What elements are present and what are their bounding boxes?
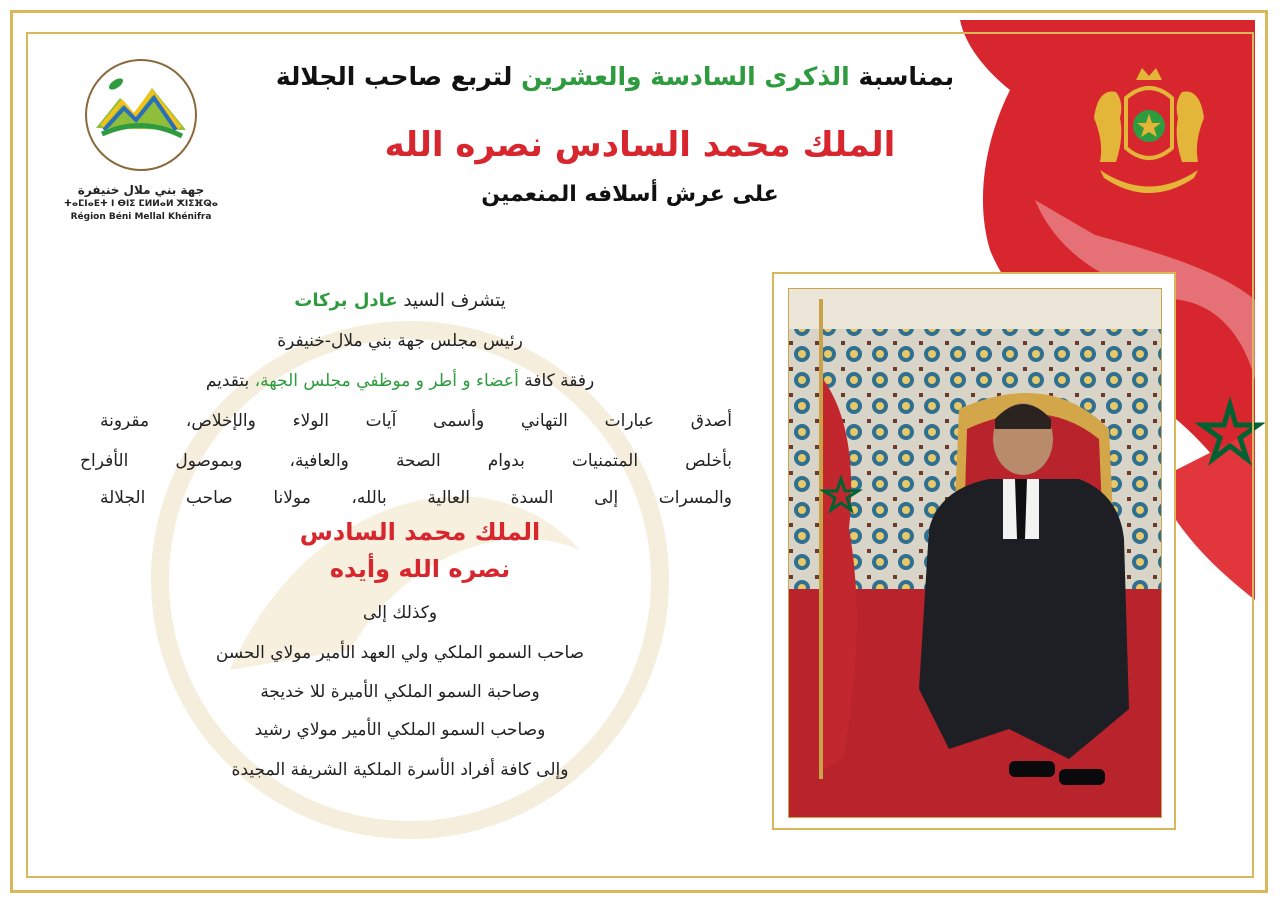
region-logo-icon	[82, 56, 200, 174]
message-also: وكذلك إلى	[362, 603, 438, 623]
president-name: عادل بركات	[294, 290, 398, 311]
royal-portrait-illustration	[789, 289, 1161, 817]
message-line-3-part-b: بتقديم	[205, 371, 250, 391]
logo-arabic-text: جهة بني ملال خنيفرة	[77, 183, 205, 197]
royal-portrait-image	[788, 288, 1162, 818]
message-line-6: والمسرات إلى السدة العالية بالله، مولانا صاحب الجلالة	[100, 488, 732, 508]
message-line-1	[60, 290, 740, 311]
header-line-1-highlight: الذكرى السادسة والعشرين	[521, 62, 850, 91]
message-prince-rachid: وصاحب السمو الملكي الأمير مولاي رشيد	[254, 720, 546, 740]
message-line-1-intro: يتشرف السيد	[403, 290, 506, 311]
message-crown-prince: صاحب السمو الملكي ولي العهد الأمير مولاي الحسن	[215, 643, 585, 663]
message-line-3-highlight: أعضاء و أطر و موظفي مجلس الجهة،	[254, 371, 519, 391]
header-line-1-part-2: لتربع صاحب الجلالة	[275, 62, 513, 91]
message-line-3	[60, 371, 740, 391]
header-line-3: على عرش أسلافه المنعمين	[481, 182, 779, 207]
logo-tifinagh-text: ⵜⴰⵎⵏⴰⴹⵜ ⵏ ⴱⵏⵉ ⵎⵍⵍⴰⵍ ⵅⵏⵉⴼⵕⴰ	[64, 199, 218, 209]
coat-of-arms-icon	[1086, 58, 1212, 198]
king-prayer-line: نصره الله وأيده	[329, 555, 511, 583]
message-princess: وصاحبة السمو الملكي الأميرة للا خديجة	[260, 682, 540, 702]
message-line-5: بأخلص المتمنيات بدوام الصحة والعافية، وبموصول الأفراح	[80, 451, 732, 471]
header-line-1-part-1: بمناسبة	[858, 62, 955, 91]
portrait-frame	[772, 272, 1176, 830]
logo-french-text: Région Béni Mellal Khénifra	[70, 212, 212, 222]
message-line-3-part-a: رفقة كافة	[524, 371, 595, 391]
message-line-2: رئيس مجلس جهة بني ملال-خنيفرة	[277, 331, 523, 351]
header-line-1	[230, 62, 1000, 91]
message-line-4: أصدق عبارات التهاني وأسمى آيات الولاء والإخلاص، مقرونة	[100, 411, 732, 431]
message-royal-family: وإلى كافة أفراد الأسرة الملكية الشريفة المجيدة	[231, 760, 569, 780]
king-name-line: الملك محمد السادس	[299, 518, 541, 546]
header-king-title: الملك محمد السادس نصره الله	[384, 125, 896, 165]
